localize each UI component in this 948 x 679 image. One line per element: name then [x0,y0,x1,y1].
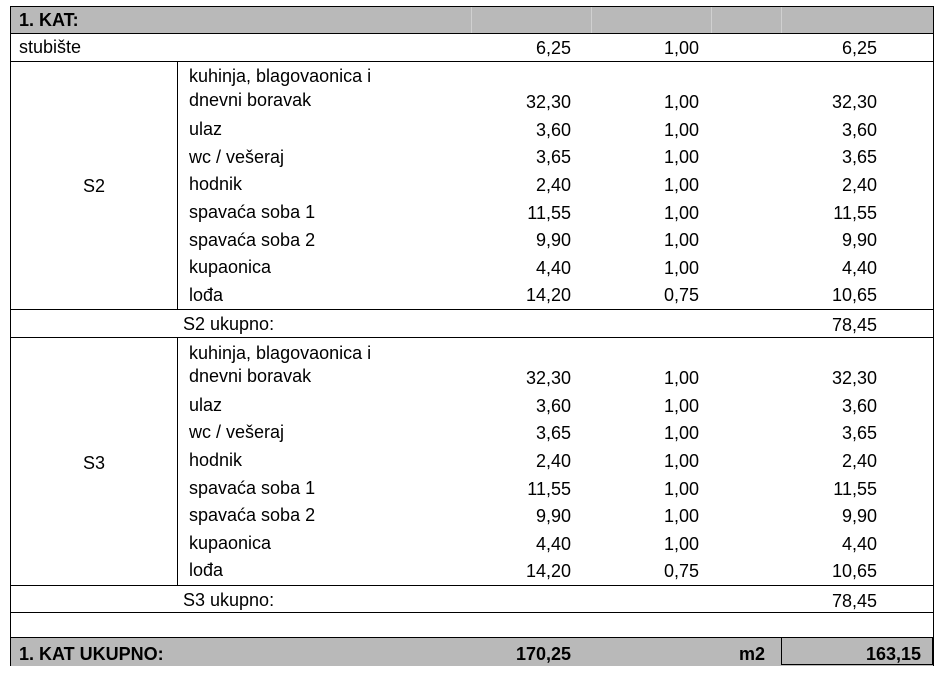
room-label: wc / vešeraj [189,422,285,442]
room-label: hodnik [189,174,243,194]
room-coef: 1,00 [663,479,699,499]
room-coef: 1,00 [663,175,699,195]
footer-label: 1. KAT UKUPNO: [19,644,164,664]
room-area: 11,55 [527,203,571,223]
room-area: 4,40 [535,534,571,554]
room-label: spavaća soba 1 [189,202,316,222]
room-net: 3,65 [841,147,877,167]
room-net: 11,55 [833,479,877,499]
room-area: 3,60 [535,120,571,140]
room-coef: 1,00 [663,451,699,471]
row-divider [11,33,933,34]
room-net: 11,55 [833,203,877,223]
room-label: lođa [189,285,224,305]
unit-total-label: S2 ukupno: [183,314,275,334]
footer-unit: m2 [739,644,766,664]
room-coef: 1,00 [663,203,699,223]
room-label: dnevni boravak [189,90,312,110]
room-net: 9,90 [841,506,877,526]
room-label: spavaća soba 2 [189,505,316,525]
floor-area-table [10,6,934,666]
room-coef: 1,00 [663,506,699,526]
unit-total-value: 78,45 [831,591,877,611]
room-area: 32,30 [525,92,571,112]
room-area: 3,65 [535,147,571,167]
room-area: 4,40 [535,258,571,278]
footer-net-total: 163,15 [865,644,921,664]
footer-row [11,638,933,666]
row-divider [11,61,933,62]
room-label: kupaonica [189,533,272,553]
room-label: spavaća soba 2 [189,230,316,250]
room-coef: 0,75 [663,285,699,305]
header-grid-line [591,7,592,33]
room-area: 14,20 [525,285,571,305]
floor-title: 1. KAT: [19,10,79,30]
room-coef: 1,00 [663,147,699,167]
unit-name: S3 [83,453,106,473]
unit-name: S2 [83,176,106,196]
room-label: ulaz [189,395,223,415]
room-net: 3,60 [841,120,877,140]
room-area: 32,30 [525,368,571,388]
room-label: dnevni boravak [189,366,312,386]
room-coef: 1,00 [663,368,699,388]
row-divider [11,585,933,586]
room-label: kuhinja, blagovaonica i [189,343,372,363]
header-grid-line [711,7,712,33]
room-coef: 0,75 [663,561,699,581]
room-area: 2,40 [535,451,571,471]
header-row [11,7,933,33]
room-net: 9,90 [841,230,877,250]
room-area: 11,55 [527,479,571,499]
room-coef: 1,00 [663,230,699,250]
room-net: 32,30 [831,368,877,388]
row-divider [11,612,933,613]
room-net: 4,40 [841,534,877,554]
footer-gross-total: 170,25 [515,644,571,664]
room-net: 4,40 [841,258,877,278]
room-area: 9,90 [535,230,571,250]
room-coef: 1,00 [663,534,699,554]
room-label: ulaz [189,119,223,139]
unit-divider [177,337,178,585]
room-label: hodnik [189,450,243,470]
stair-coef: 1,00 [663,38,699,58]
room-area: 14,20 [525,561,571,581]
unit-total-value: 78,45 [831,315,877,335]
header-grid-line [781,7,782,33]
room-label: spavaća soba 1 [189,478,316,498]
room-label: kuhinja, blagovaonica i [189,66,372,86]
room-coef: 1,00 [663,258,699,278]
room-area: 3,60 [535,396,571,416]
room-label: kupaonica [189,257,272,277]
room-net: 32,30 [831,92,877,112]
header-grid-line [471,7,472,33]
room-coef: 1,00 [663,423,699,443]
room-net: 2,40 [841,451,877,471]
room-net: 3,60 [841,396,877,416]
room-coef: 1,00 [663,396,699,416]
room-coef: 1,00 [663,120,699,140]
room-label: lođa [189,560,224,580]
stair-area: 6,25 [535,38,571,58]
room-net: 3,65 [841,423,877,443]
room-coef: 1,00 [663,92,699,112]
room-area: 2,40 [535,175,571,195]
stair-label: stubište [19,37,82,57]
row-divider [11,309,933,310]
room-net: 10,65 [831,561,877,581]
stair-net: 6,25 [841,38,877,58]
room-net: 2,40 [841,175,877,195]
unit-divider [177,61,178,309]
room-area: 9,90 [535,506,571,526]
row-divider [11,337,933,338]
room-net: 10,65 [831,285,877,305]
room-area: 3,65 [535,423,571,443]
room-label: wc / vešeraj [189,147,285,167]
unit-total-label: S3 ukupno: [183,590,275,610]
